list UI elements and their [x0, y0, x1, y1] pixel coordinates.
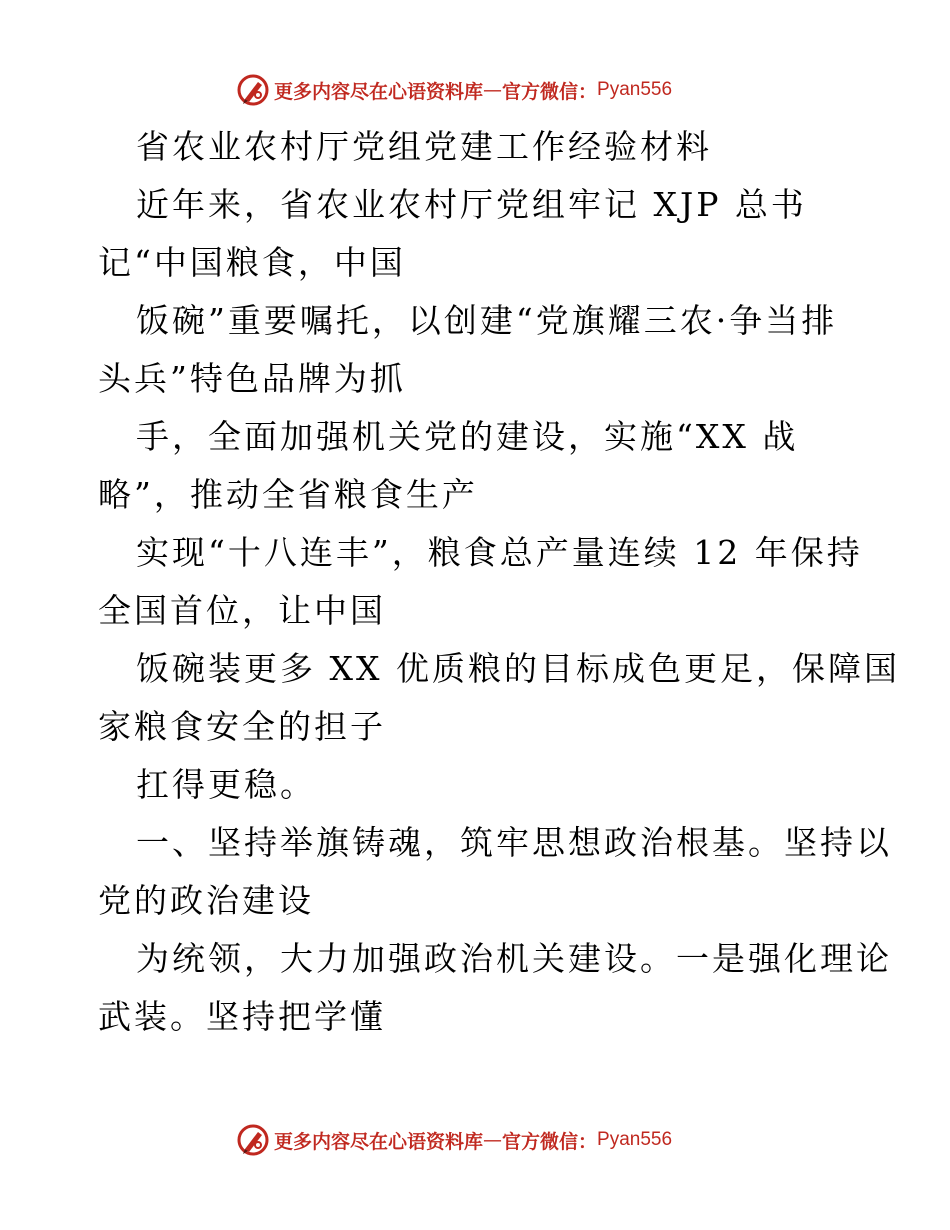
- section-heading-line: 一、坚持举旗铸魂，筑牢思想政治根基。坚持以: [136, 823, 892, 862]
- header-watermark: [236, 72, 672, 108]
- text-line: 扛得更稳。: [136, 765, 316, 804]
- text-line: 全国首位，让中国: [98, 591, 386, 630]
- watermark-label: 官方微信：: [502, 1130, 598, 1153]
- watermark-id: Pyan556: [597, 1129, 673, 1150]
- text-line: 略”，推动全省粮食生产: [98, 475, 478, 514]
- watermark-separator: —: [483, 79, 503, 101]
- document-title: 省农业农村厅党组党建工作经验材料: [136, 127, 712, 166]
- watermark-title: 更多内容尽在心语资料库: [274, 1130, 484, 1153]
- text-line: 头兵”特色品牌为抓: [98, 359, 406, 398]
- text-line: 手，全面加强机关党的建设，实施“XX 战: [136, 417, 799, 456]
- text-line: 武装。坚持把学懂: [98, 997, 386, 1036]
- text-line: 实现“十八连丰”，粮食总产量连续 12 年保持: [136, 533, 863, 572]
- pen-logo-icon: [236, 73, 270, 107]
- text-line: 近年来，省农业农村厅党组牢记 XJP 总书: [136, 185, 807, 224]
- text-line: 记“中国粮食，中国: [98, 243, 406, 282]
- text-line: 为统领，大力加强政治机关建设。一是强化理论: [136, 939, 892, 978]
- watermark-id: Pyan556: [597, 79, 673, 100]
- pen-logo-icon: [236, 1123, 270, 1157]
- text-line: 饭碗”重要嘱托，以创建“党旗耀三农·争当排: [136, 301, 838, 340]
- text-line: 党的政治建设: [98, 881, 314, 920]
- text-line: 家粮食安全的担子: [98, 707, 386, 746]
- watermark-title: 更多内容尽在心语资料库: [274, 80, 484, 103]
- footer-watermark: [236, 1122, 672, 1158]
- text-line: 饭碗装更多 XX 优质粮的目标成色更足，保障国: [136, 649, 900, 688]
- watermark-label: 官方微信：: [502, 80, 598, 103]
- watermark-separator: —: [483, 1129, 503, 1151]
